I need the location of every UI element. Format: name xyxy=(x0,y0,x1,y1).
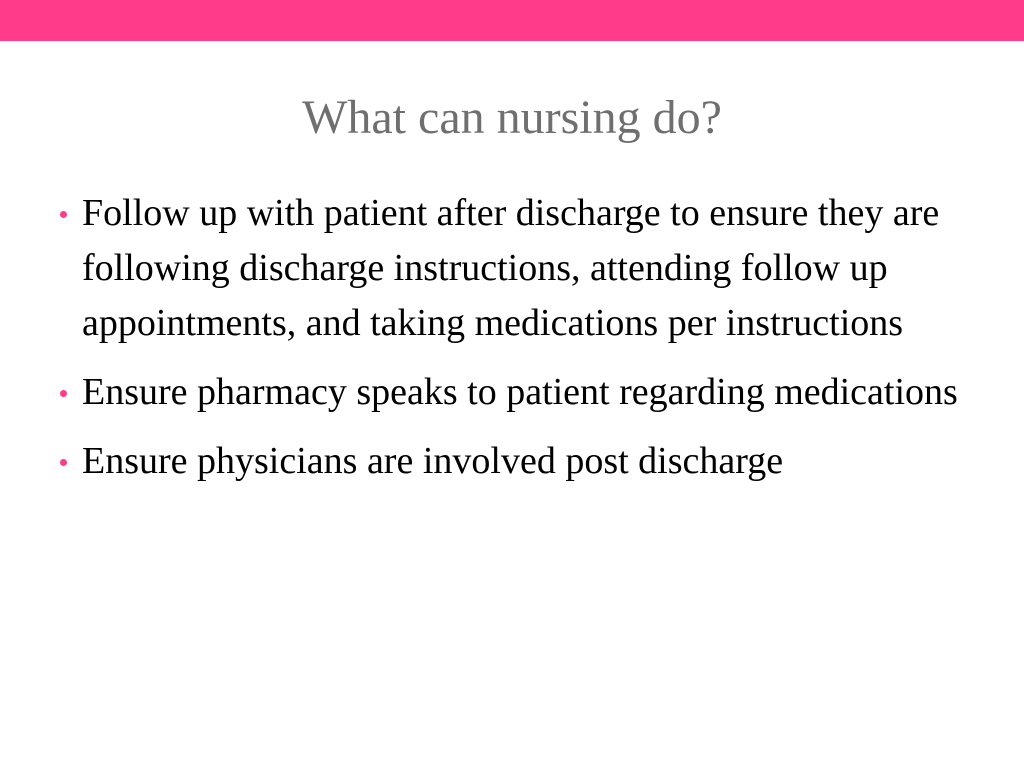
bullet-dot-icon xyxy=(60,211,67,218)
bullet-dot-icon xyxy=(60,390,67,397)
bullet-text: Follow up with patient after discharge to ensure they are following discharge instructions, attending follow up appointments, and taking medications per instructions xyxy=(82,192,940,344)
accent-top-bar xyxy=(0,0,1024,41)
slide-title: What can nursing do? xyxy=(302,91,722,144)
bullet-item xyxy=(58,186,968,351)
bullet-list xyxy=(58,186,968,503)
bullet-dot-icon xyxy=(60,459,67,466)
bullet-text: Ensure pharmacy speaks to patient regarding medications xyxy=(82,371,958,413)
bullet-item xyxy=(58,365,968,420)
bullet-item xyxy=(58,434,968,489)
bullet-text: Ensure physicians are involved post discharge xyxy=(82,440,784,482)
